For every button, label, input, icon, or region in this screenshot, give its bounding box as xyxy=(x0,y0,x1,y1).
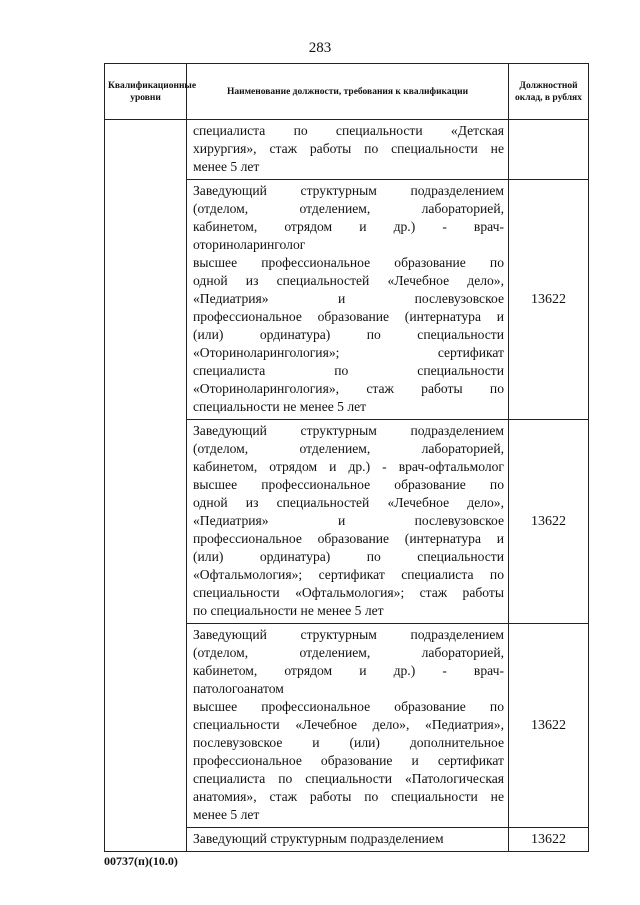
requirement-text-line: кабинетом, отрядом и др.) - врач-офтальмолог xyxy=(193,459,504,474)
requirement-text-line: кабинетом, отрядом и др.) - врач- xyxy=(193,663,504,678)
requirement-text-line: Заведующий структурным подразделением xyxy=(193,831,444,846)
salary-cell: 13622 xyxy=(509,420,589,624)
salary-cell: 13622 xyxy=(509,624,589,828)
requirement-text-line: оториноларинголог xyxy=(193,237,306,252)
requirement-text-line: хирургия», стаж работы по специальности не xyxy=(193,141,504,156)
header-salary: Должностной оклад, в рублях xyxy=(509,64,589,120)
requirement-text-line: (отделом, отделением, лабораторией, xyxy=(193,645,504,660)
requirement-text-line: специальности «Офтальмология»; стаж работы xyxy=(193,585,504,600)
requirement-text-line: «Оториноларингология»; сертификат xyxy=(193,345,504,360)
requirements-cell xyxy=(187,180,509,420)
requirements-cell xyxy=(187,828,509,852)
requirement-text-line: профессиональное образование (интернатура и xyxy=(193,309,504,324)
document-code: 00737(п)(10.0) xyxy=(104,854,178,868)
requirement-text-line: одной из специальностей «Лечебное дело», xyxy=(193,273,504,288)
requirement-text-line: «Педиатрия» и послевузовское xyxy=(193,513,504,528)
requirement-text-line: кабинетом, отрядом и др.) - врач- xyxy=(193,219,504,234)
requirements-cell xyxy=(187,120,509,180)
requirement-text-line: Заведующий структурным подразделением xyxy=(193,423,504,438)
requirement-text-line: высшее профессиональное образование по xyxy=(193,699,504,714)
requirement-text-line: по специальности не менее 5 лет xyxy=(193,603,384,618)
requirement-text-line: (отделом, отделением, лабораторией, xyxy=(193,441,504,456)
requirement-text-line: (или) ординатура) по специальности xyxy=(193,549,504,564)
requirement-text-line: послевузовское и (или) дополнительное xyxy=(193,735,504,750)
header-qualification-levels: Квалификационные уровни xyxy=(105,64,187,120)
requirement-text-line: специальности не менее 5 лет xyxy=(193,399,367,414)
requirement-text-line: высшее профессиональное образование по xyxy=(193,477,504,492)
requirement-text-line: профессиональное образование (интернатура и xyxy=(193,531,504,546)
requirement-text-line: одной из специальностей «Лечебное дело», xyxy=(193,495,504,510)
salary-cell: 13622 xyxy=(509,828,589,852)
requirement-text-line: патологоанатом xyxy=(193,681,284,696)
requirement-text-line: анатомия», стаж работы по специальности не xyxy=(193,789,504,804)
header-position-requirements: Наименование должности, требования к квалификации xyxy=(187,64,509,120)
requirement-text-line: «Офтальмология»; сертификат специалиста по xyxy=(193,567,504,582)
qualification-table xyxy=(104,63,589,852)
page-number: 283 xyxy=(308,40,332,56)
qualification-level-cell xyxy=(105,120,187,852)
requirement-text-line: (отделом, отделением, лабораторией, xyxy=(193,201,504,216)
requirement-text-line: высшее профессиональное образование по xyxy=(193,255,504,270)
requirement-text-line: «Оториноларингология», стаж работы по xyxy=(193,381,504,396)
requirement-text-line: «Педиатрия» и послевузовское xyxy=(193,291,504,306)
requirement-text-line: специалиста по специальности «Детская xyxy=(193,123,504,138)
salary-cell xyxy=(509,120,589,180)
requirement-text-line: (или) ординатура) по специальности xyxy=(193,327,504,342)
requirements-cell xyxy=(187,624,509,828)
table-row xyxy=(105,120,589,180)
requirement-text-line: Заведующий структурным подразделением xyxy=(193,183,504,198)
requirement-text-line: менее 5 лет xyxy=(193,159,260,174)
requirement-text-line: специалиста по специальности «Патологическая xyxy=(193,771,504,786)
requirement-text-line: менее 5 лет xyxy=(193,807,260,822)
requirements-cell xyxy=(187,420,509,624)
salary-cell: 13622 xyxy=(509,180,589,420)
requirement-text-line: специальности «Лечебное дело», «Педиатрия», xyxy=(193,717,504,732)
requirement-text-line: Заведующий структурным подразделением xyxy=(193,627,504,642)
requirement-text-line: специалиста по специальности xyxy=(193,363,504,378)
requirement-text-line: профессиональное образование и сертификат xyxy=(193,753,504,768)
table-header-row xyxy=(105,64,589,120)
